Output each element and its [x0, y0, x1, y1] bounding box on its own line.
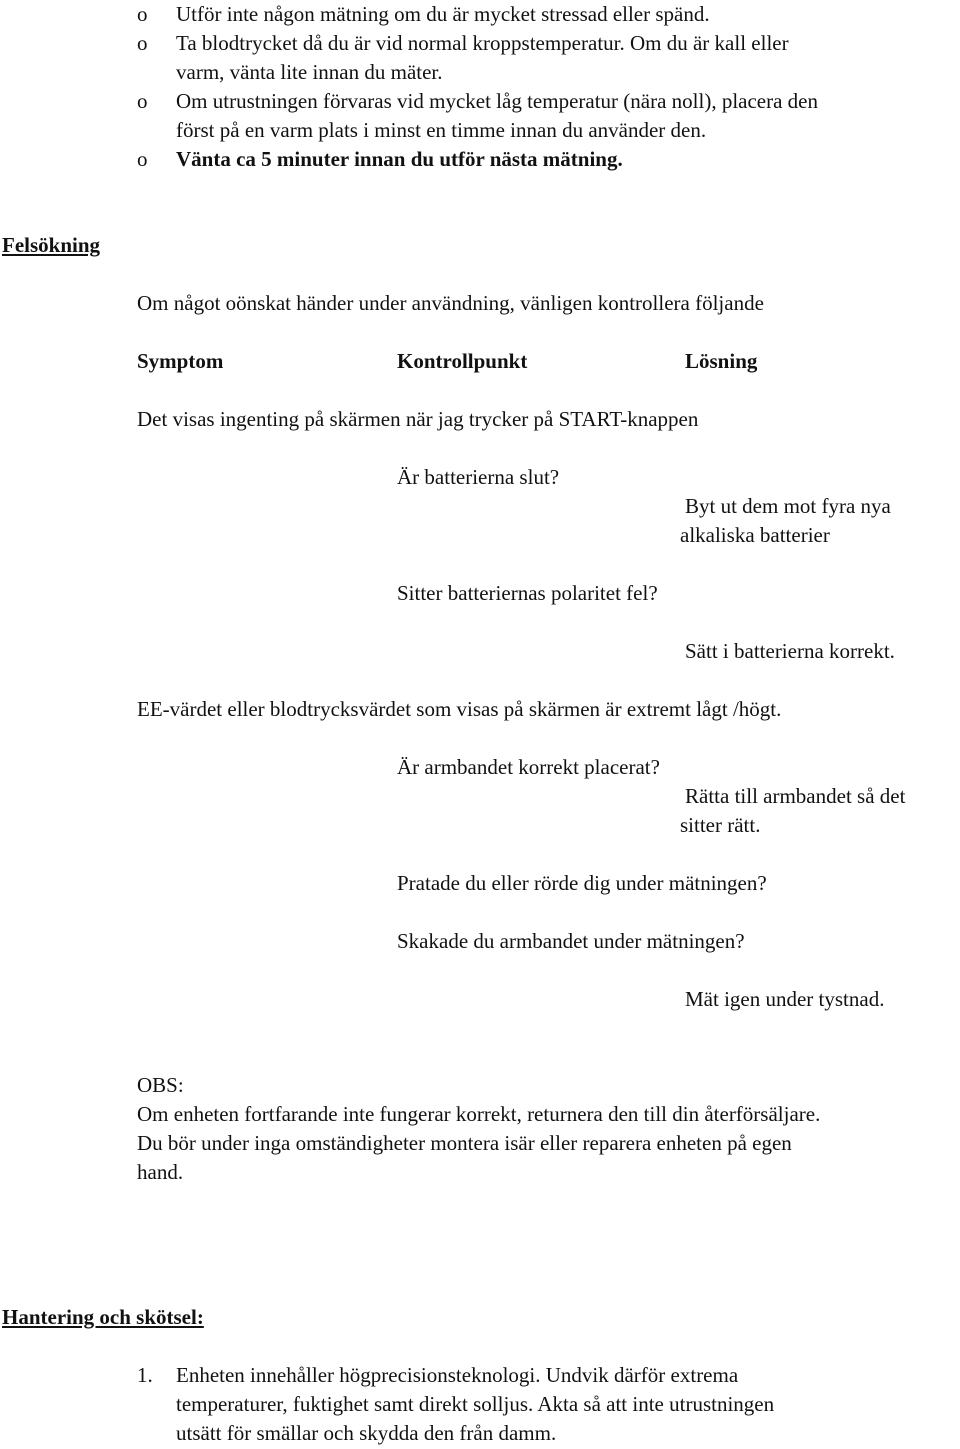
column-header-symptom: Symptom [137, 349, 224, 373]
solution-text: Sätt i batterierna korrekt. [685, 639, 895, 663]
obs-label: OBS: [137, 1073, 184, 1097]
checkpoint-text: Skakade du armbandet under mätningen? [397, 929, 745, 953]
solution-text: Mät igen under tystnad. [685, 987, 885, 1011]
care-heading: Hantering och skötsel: [2, 1305, 204, 1329]
list-item: Ta blodtrycket då du är vid normal kroppstemperatur. Om du är kall eller [176, 31, 789, 55]
solution-text-continuation: alkaliska batterier [680, 523, 830, 547]
list-item: Om utrustningen förvaras vid mycket låg temperatur (nära noll), placera den [176, 89, 819, 113]
list-number: 1. [137, 1363, 153, 1387]
list-item-continuation: varm, vänta lite innan du mäter. [176, 60, 443, 84]
obs-text: Du bör under inga omständigheter montera isär eller reparera enheten på egen [137, 1131, 792, 1155]
list-marker: o [137, 89, 148, 113]
symptom-text: EE-värdet eller blodtrycksvärdet som visas på skärmen är extremt lågt /högt. [137, 697, 782, 721]
list-marker: o [137, 31, 148, 55]
list-marker: o [137, 2, 148, 26]
checkpoint-text: Sitter batteriernas polaritet fel? [397, 581, 658, 605]
troubleshooting-heading: Felsökning [2, 233, 101, 257]
care-list-item-continuation: temperaturer, fuktighet samt direkt solljus. Akta så att inte utrustningen [176, 1392, 775, 1416]
solution-text: Byt ut dem mot fyra nya [685, 494, 891, 518]
solution-text-continuation: sitter rätt. [680, 813, 761, 837]
obs-text: Om enheten fortfarande inte fungerar korrekt, returnera den till din återförsäljare. [137, 1102, 821, 1126]
checkpoint-text: Är batterierna slut? [397, 465, 560, 489]
care-list-item: Enheten innehåller högprecisionsteknologi. Undvik därför extrema [176, 1363, 739, 1387]
list-item: Utför inte någon mätning om du är mycket stressad eller spänd. [176, 2, 710, 26]
symptom-text: Det visas ingenting på skärmen när jag trycker på START-knappen [137, 407, 699, 431]
list-marker: o [137, 147, 148, 171]
obs-text: hand. [137, 1160, 184, 1184]
troubleshooting-intro: Om något oönskat händer under användning, vänligen kontrollera följande [137, 291, 764, 315]
checkpoint-text: Pratade du eller rörde dig under mätningen? [397, 871, 767, 895]
column-header-checkpoint: Kontrollpunkt [397, 349, 528, 373]
care-list-item-continuation: utsätt för smällar och skydda den från damm. [176, 1421, 557, 1445]
column-header-solution: Lösning [685, 349, 758, 373]
solution-text: Rätta till armbandet så det [685, 784, 906, 808]
list-item-bold: Vänta ca 5 minuter innan du utför nästa mätning. [176, 147, 623, 171]
checkpoint-text: Är armbandet korrekt placerat? [397, 755, 660, 779]
list-item-continuation: först på en varm plats i minst en timme innan du använder den. [176, 118, 707, 142]
